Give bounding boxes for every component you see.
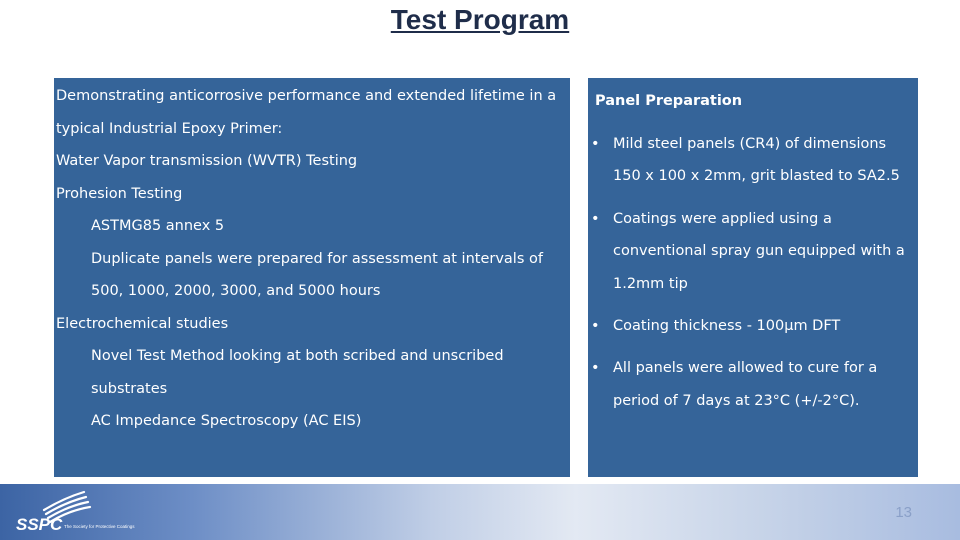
right-panel-line: Mild steel panels (CR4) of dimensions [613,136,887,152]
left-panel-line: substrates [91,380,168,397]
bullet-icon: • [591,318,600,334]
right-panel-line: 1.2mm tip [613,276,688,292]
page-number: 13 [895,504,912,521]
left-panel-line: 500, 1000, 2000, 3000, and 5000 hours [91,283,381,299]
right-panel-line: Coatings were applied using a [613,211,832,227]
logo-text: SSPC [16,515,63,534]
left-panel-line: typical Industrial Epoxy Primer: [56,120,283,137]
footer-band [0,484,960,540]
logo-tagline: The Society for Protective Coatings [64,524,135,529]
right-panel-line: All panels were allowed to cure for a [613,360,878,376]
slide-title: Test Program [390,4,570,35]
bullet-icon: • [591,211,600,227]
right-panel-line: conventional spray gun equipped with a [613,243,905,259]
left-panel-line: Novel Test Method looking at both scribed and unscribed [91,348,504,364]
left-panel-line: ASTMG85 annex 5 [91,218,225,234]
sspc-logo [14,488,135,536]
left-panel-line: AC Impedance Spectroscopy (AC EIS) [91,413,362,429]
bullet-icon: • [591,136,600,152]
left-panel-line: Electrochemical studies [56,315,229,332]
left-panel-line: Water Vapor transmission (WVTR) Testing [56,153,358,169]
left-panel-line: Prohesion Testing [56,185,183,202]
right-panel-line: period of 7 days at 23°C (+/-2°C). [613,393,860,409]
right-panel-line: 150 x 100 x 2mm, grit blasted to SA2.5 [613,168,900,184]
right-content-panel [588,78,918,477]
left-panel-line: Demonstrating anticorrosive performance and extended lifetime in a [56,88,557,104]
left-content-panel [54,78,570,477]
left-panel-line: Duplicate panels were prepared for assessment at intervals of [91,250,543,267]
right-panel-line: Coating thickness - 100µm DFT [613,318,841,334]
panel-preparation-heading: Panel Preparation [595,93,743,109]
bullet-icon: • [591,360,600,376]
